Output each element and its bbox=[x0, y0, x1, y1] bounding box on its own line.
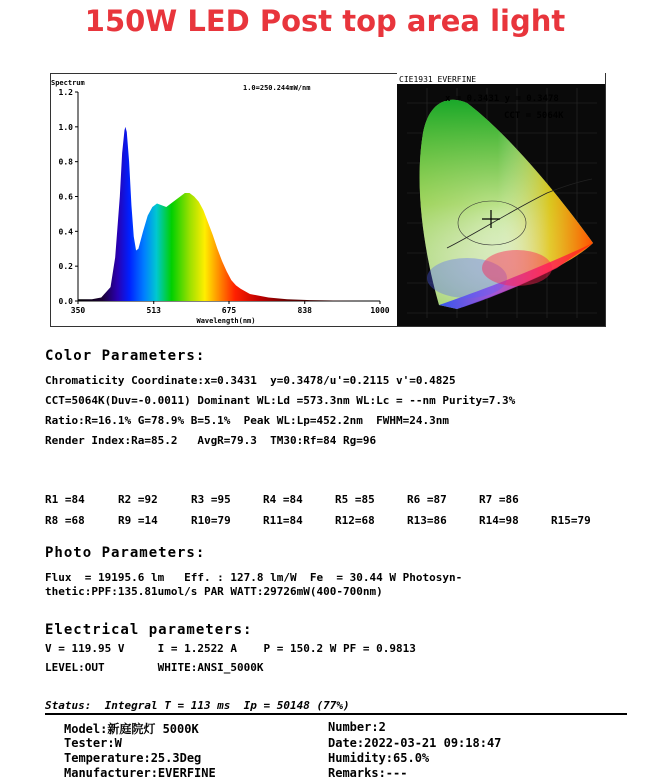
model-field: Model:新庭院灯 5000K bbox=[64, 722, 199, 736]
divider bbox=[45, 713, 627, 715]
electrical-line: V = 119.95 V I = 1.2522 A P = 150.2 W PF = 0.9813 bbox=[45, 642, 416, 655]
render-index-value: R15=79 bbox=[551, 514, 591, 527]
flux-line: Flux = 19195.6 lm Eff. : 127.8 lm/W Fe = 30.44 W Photosyn- bbox=[45, 571, 463, 584]
page-title: 150W LED Post top area light bbox=[84, 4, 566, 38]
level-line: LEVEL:OUT WHITE:ANSI_5000K bbox=[45, 661, 264, 674]
photo-params-heading: Photo Parameters: bbox=[45, 545, 206, 561]
ratio-line: Ratio:R=16.1% G=78.9% B=5.1% Peak WL:Lp=452.2nm FWHM=24.3nm bbox=[45, 414, 449, 427]
y-tick-label: 0.2 bbox=[58, 262, 73, 272]
cct-line: CCT=5064K(Duv=-0.0011) Dominant WL:Ld =573.3nm WL:Lc = --nm Purity=7.3% bbox=[45, 394, 516, 407]
x-tick-label: 1000 bbox=[370, 306, 390, 315]
spectrum-header: Spectrum bbox=[51, 79, 85, 87]
x-tick-label: 513 bbox=[146, 306, 161, 315]
render-index-value: R10=79 bbox=[191, 514, 231, 527]
y-tick-label: 1.2 bbox=[58, 88, 73, 97]
spectrum-chart bbox=[50, 74, 395, 326]
x-axis-label: Wavelength(nm) bbox=[196, 317, 256, 325]
y-tick-label: 0.8 bbox=[58, 157, 73, 167]
render-index-value: R7 =86 bbox=[479, 493, 519, 506]
render-index-value: R4 =84 bbox=[263, 493, 303, 506]
render-index-value: R6 =87 bbox=[407, 493, 447, 506]
remarks-field: Remarks:--- bbox=[328, 766, 408, 780]
render-index-value: R5 =85 bbox=[335, 493, 375, 506]
render-index-value: R2 =92 bbox=[118, 493, 158, 506]
status-line: Status: Integral T = 113 ms Ip = 50148 (77%) bbox=[45, 699, 350, 712]
y-tick-label: 0.4 bbox=[58, 227, 73, 237]
cie-xy-readout: x = 0.3431 y = 0.3478 bbox=[445, 94, 559, 104]
electrical-params-heading: Electrical parameters: bbox=[45, 622, 253, 638]
temperature-field: Temperature:25.3Deg bbox=[64, 751, 202, 765]
number-field: Number:2 bbox=[328, 720, 386, 734]
chromaticity-line: Chromaticity Coordinate:x=0.3431 y=0.3478/u'=0.2115 v'=0.4825 bbox=[45, 374, 456, 387]
date-field: Date:2022-03-21 09:18:47 bbox=[328, 736, 502, 750]
tester-field: Tester:W bbox=[64, 736, 122, 750]
render-index-value: R8 =68 bbox=[45, 514, 85, 527]
color-params-heading: Color Parameters: bbox=[45, 348, 206, 364]
y-tick-label: 1.0 bbox=[58, 122, 73, 132]
cie-cct-readout: CCT = 5064K bbox=[504, 111, 564, 121]
spectrum-peak-note: 1.0=250.244mW/nm bbox=[243, 84, 311, 92]
cie-diagram bbox=[397, 73, 605, 326]
spectrum-curve bbox=[78, 127, 380, 301]
manufacturer-field: Manufacturer:EVERFINE bbox=[64, 766, 216, 780]
humidity-field: Humidity:65.0% bbox=[328, 751, 430, 765]
render-index-value: R3 =95 bbox=[191, 493, 231, 506]
render-index-line: Render Index:Ra=85.2 AvgR=79.3 TM30:Rf=84 Rg=96 bbox=[45, 434, 377, 447]
y-tick-label: 0.6 bbox=[58, 192, 73, 202]
x-tick-label: 675 bbox=[221, 306, 237, 315]
render-index-value: R1 =84 bbox=[45, 493, 85, 506]
x-tick-label: 350 bbox=[70, 306, 86, 315]
render-index-value: R9 =14 bbox=[118, 514, 158, 527]
render-index-value: R14=98 bbox=[479, 514, 519, 527]
cie-header: CIE1931 EVERFINE bbox=[399, 75, 477, 84]
render-index-value: R12=68 bbox=[335, 514, 375, 527]
render-index-value: R11=84 bbox=[263, 514, 303, 527]
x-tick-label: 838 bbox=[297, 306, 312, 315]
par-line: thetic:PPF:135.81umol/s PAR WATT:29726mW(400-700nm) bbox=[45, 585, 383, 598]
y-tick-label: 0.0 bbox=[58, 297, 73, 306]
render-index-value: R13=86 bbox=[407, 514, 447, 527]
